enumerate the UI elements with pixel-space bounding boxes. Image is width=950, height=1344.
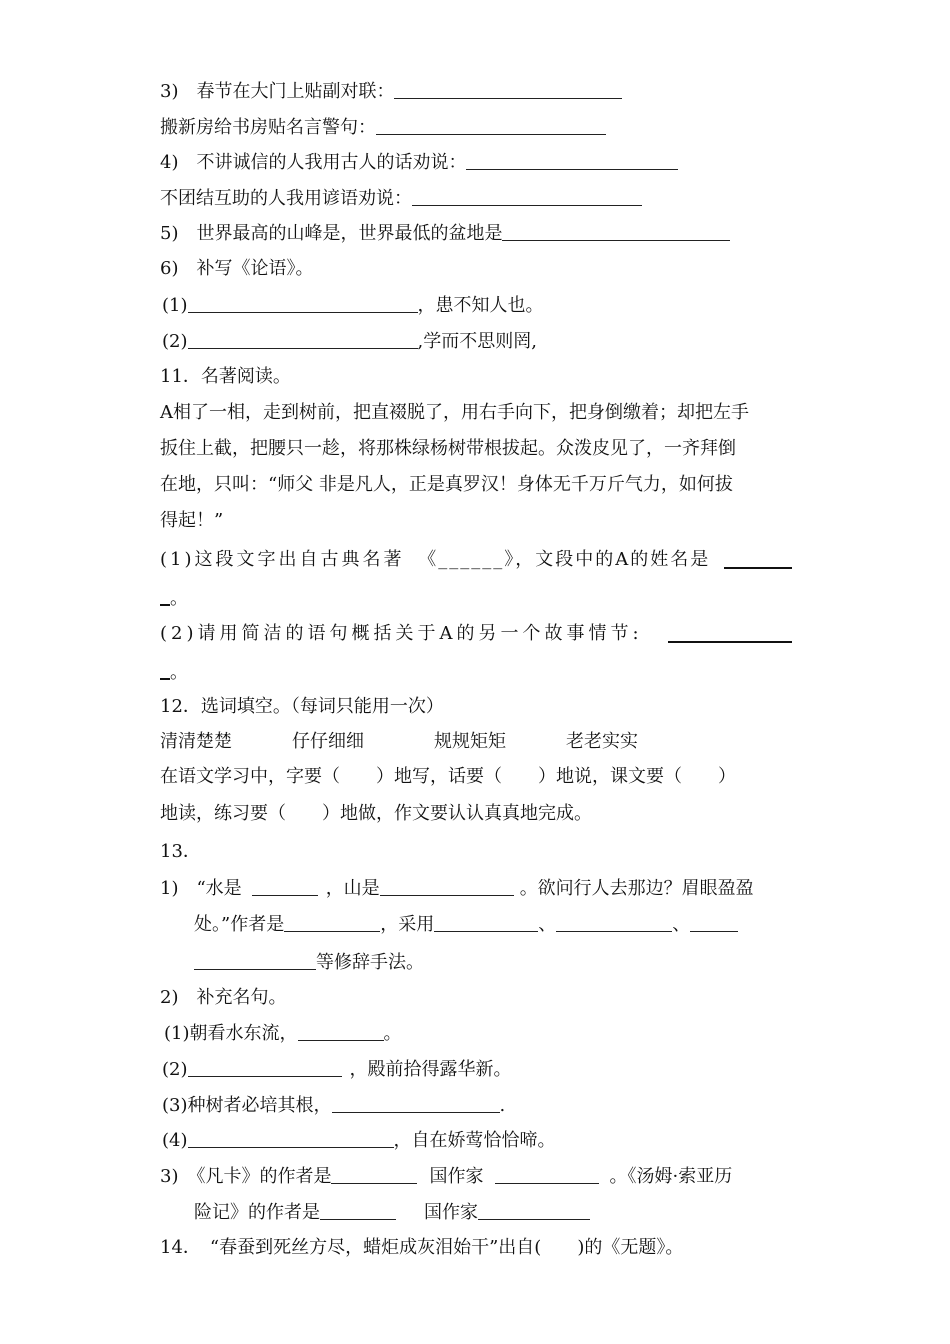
q11-sub2-text: (2)请用简洁的语句概括关于A的另一个故事情节:	[160, 623, 643, 644]
q13-p3-text-a: 3) 《凡卡》的作者是	[160, 1166, 332, 1187]
q13-p2-1-text: (1)朝看水东流，	[164, 1023, 298, 1044]
q13-p1-line-2	[194, 913, 738, 937]
q11-sub1-text-a: (1)这段文字出自古典名著	[160, 549, 405, 570]
q4-honesty-blank[interactable]	[466, 151, 678, 170]
q11-sub2-end-blank[interactable]	[160, 660, 170, 680]
q13-p1-text-c: 。欲问行人去那边？眉眼盈盈	[519, 878, 754, 899]
q13-p1-text-h: 等修辞手法。	[316, 952, 424, 973]
q13-rhetoric-blank-3b[interactable]	[194, 951, 316, 970]
q3-couplet-blank[interactable]	[394, 80, 622, 99]
q13-p2-1-blank[interactable]	[298, 1022, 384, 1041]
q6-1-number: (1)	[162, 295, 188, 316]
q13-p1-text-b: ，山是	[325, 878, 380, 899]
q3-couplet-line	[160, 80, 622, 104]
q13-p2-2-line	[162, 1058, 512, 1082]
q13-p1-text-f: 、	[538, 914, 557, 935]
q3-couplet-text: 3) 春节在大门上贴副对联：	[160, 81, 395, 102]
q13-p3-text-c: 。《汤姆·索亚历	[609, 1166, 733, 1187]
q11-sub1-line	[160, 549, 792, 573]
q11-passage-line-2: 扳住上截，把腰只一趁，将那株绿杨树带根拔起。众泼皮见了，一齐拜倒	[160, 438, 736, 459]
q12-word-3: 规规矩矩	[434, 731, 506, 752]
q12-title: 12．选词填空。（每词只能用一次）	[160, 696, 444, 717]
q4-honesty-line	[160, 151, 678, 175]
q13-p1-text-e: ，采用	[380, 914, 435, 935]
q13-p2-3-end: .	[499, 1095, 506, 1116]
q5-text: 5) 世界最高的山峰是，世界最低的盆地是	[160, 223, 503, 244]
q11-sub2-blank[interactable]	[668, 623, 792, 643]
q4-unity-line	[160, 187, 642, 211]
q5-line	[160, 222, 730, 246]
q6-1-text: ，患不知人也。	[417, 295, 544, 316]
q6-2-text: ,学而不思则罔,	[417, 331, 537, 352]
q13-rhetoric-blank-3a[interactable]	[690, 913, 738, 932]
q13-p2-4-text: ，自在娇莺恰恰啼。	[393, 1130, 556, 1151]
q4-honesty-text: 4) 不讲诚信的人我用古人的话劝说：	[160, 152, 467, 173]
q13-p2-heading: 2) 补充名句。	[160, 987, 287, 1008]
q13-p3-text-b: 国作家	[429, 1166, 484, 1187]
q12-word-2: 仔仔细细	[292, 731, 364, 752]
q11-sub1-text-b: 《______》，文段中的A的姓名是	[418, 549, 711, 570]
q12-word-bank	[160, 731, 638, 755]
q11-sub2-end: 。	[170, 662, 188, 683]
q3-motto-line	[160, 116, 606, 140]
q13-p3-text-e: 国作家	[424, 1202, 478, 1223]
q13-p2-4-line	[162, 1129, 556, 1153]
q13-tom-country-blank[interactable]	[478, 1201, 590, 1220]
q13-p2-4-number: (4)	[162, 1130, 188, 1151]
q6-2-number: (2)	[162, 331, 188, 352]
q11-sub2-end-line	[160, 660, 188, 684]
q6-1-line	[162, 294, 544, 318]
q12-line-1: 在语文学习中，字要（ ）地写，话要（ ）地说，课文要（ ）	[160, 766, 736, 787]
q13-tom-author-blank[interactable]	[320, 1201, 396, 1220]
q12-line-2: 地读，练习要（ ）地做，作文要认认真真地完成。	[160, 803, 592, 824]
q13-p2-2-number: (2)	[162, 1059, 188, 1080]
q4-unity-blank[interactable]	[412, 187, 642, 206]
q13-p3-line-1	[160, 1165, 732, 1189]
q13-title: 13．	[160, 841, 201, 862]
q11-sub1-end-blank[interactable]	[160, 586, 170, 606]
q13-p2-4-blank[interactable]	[188, 1129, 394, 1148]
q14-line: 14． “春蚕到死丝方尽，蜡炬成灰泪始干”出自( )的《无题》。	[160, 1237, 684, 1258]
q6-2-line	[162, 330, 537, 354]
q13-p2-1-line	[164, 1022, 402, 1046]
q13-p3-text-d: 险记》的作者是	[194, 1202, 320, 1223]
q11-sub1-end: 。	[170, 588, 188, 609]
q13-mountain-blank[interactable]	[380, 877, 514, 896]
q3-motto-text: 搬新房给书房贴名言警句：	[160, 117, 376, 138]
q13-p2-2-blank[interactable]	[188, 1058, 342, 1077]
q5-blank[interactable]	[502, 222, 730, 241]
q11-passage-line-1: A相了一相，走到树前，把直裰脱了，用右手向下，把身倒缴着；却把左手	[160, 402, 749, 423]
q13-p1-line-1	[160, 877, 754, 901]
q13-p2-1-end: 。	[383, 1023, 402, 1044]
q13-p1-text-a: 1) “水是	[160, 878, 242, 899]
q4-unity-text: 不团结互助的人我用谚语劝说：	[160, 188, 412, 209]
q11-title: 11．名著阅读。	[160, 366, 291, 387]
q11-sub1-name-blank[interactable]	[724, 549, 792, 569]
q13-rhetoric-blank-1[interactable]	[434, 913, 538, 932]
q13-p1-text-g: 、	[672, 914, 691, 935]
q13-author-blank[interactable]	[284, 913, 380, 932]
q6-heading: 6) 补写《论语》。	[160, 258, 314, 279]
q13-p1-text-d: 处。”作者是	[194, 914, 285, 935]
q6-1-blank[interactable]	[188, 294, 418, 313]
q3-motto-blank[interactable]	[376, 116, 606, 135]
q13-p2-3-blank[interactable]	[332, 1094, 500, 1113]
q13-water-blank[interactable]	[252, 877, 318, 896]
q13-p2-3-line	[162, 1094, 505, 1118]
q12-word-4: 老老实实	[566, 731, 638, 752]
q13-p1-line-3	[194, 951, 424, 975]
q11-passage-line-3: 在地，只叫：“师父 非是凡人，正是真罗汉！身体无千万斤气力，如何拔	[160, 474, 733, 495]
q13-p2-2-text: ，殿前拾得露华新。	[349, 1059, 512, 1080]
q13-fanka-country-blank[interactable]	[495, 1165, 599, 1184]
q12-word-1: 清清楚楚	[160, 731, 232, 752]
q13-p3-line-2	[194, 1201, 590, 1225]
q13-fanka-author-blank[interactable]	[331, 1165, 417, 1184]
q13-p2-3-text: (3)种树者必培其根，	[162, 1095, 332, 1116]
q11-sub2-line	[160, 623, 792, 647]
q13-rhetoric-blank-2[interactable]	[556, 913, 672, 932]
q11-sub1-end-line	[160, 586, 188, 610]
q11-passage-line-4: 得起！”	[160, 510, 224, 531]
q6-2-blank[interactable]	[188, 330, 418, 349]
